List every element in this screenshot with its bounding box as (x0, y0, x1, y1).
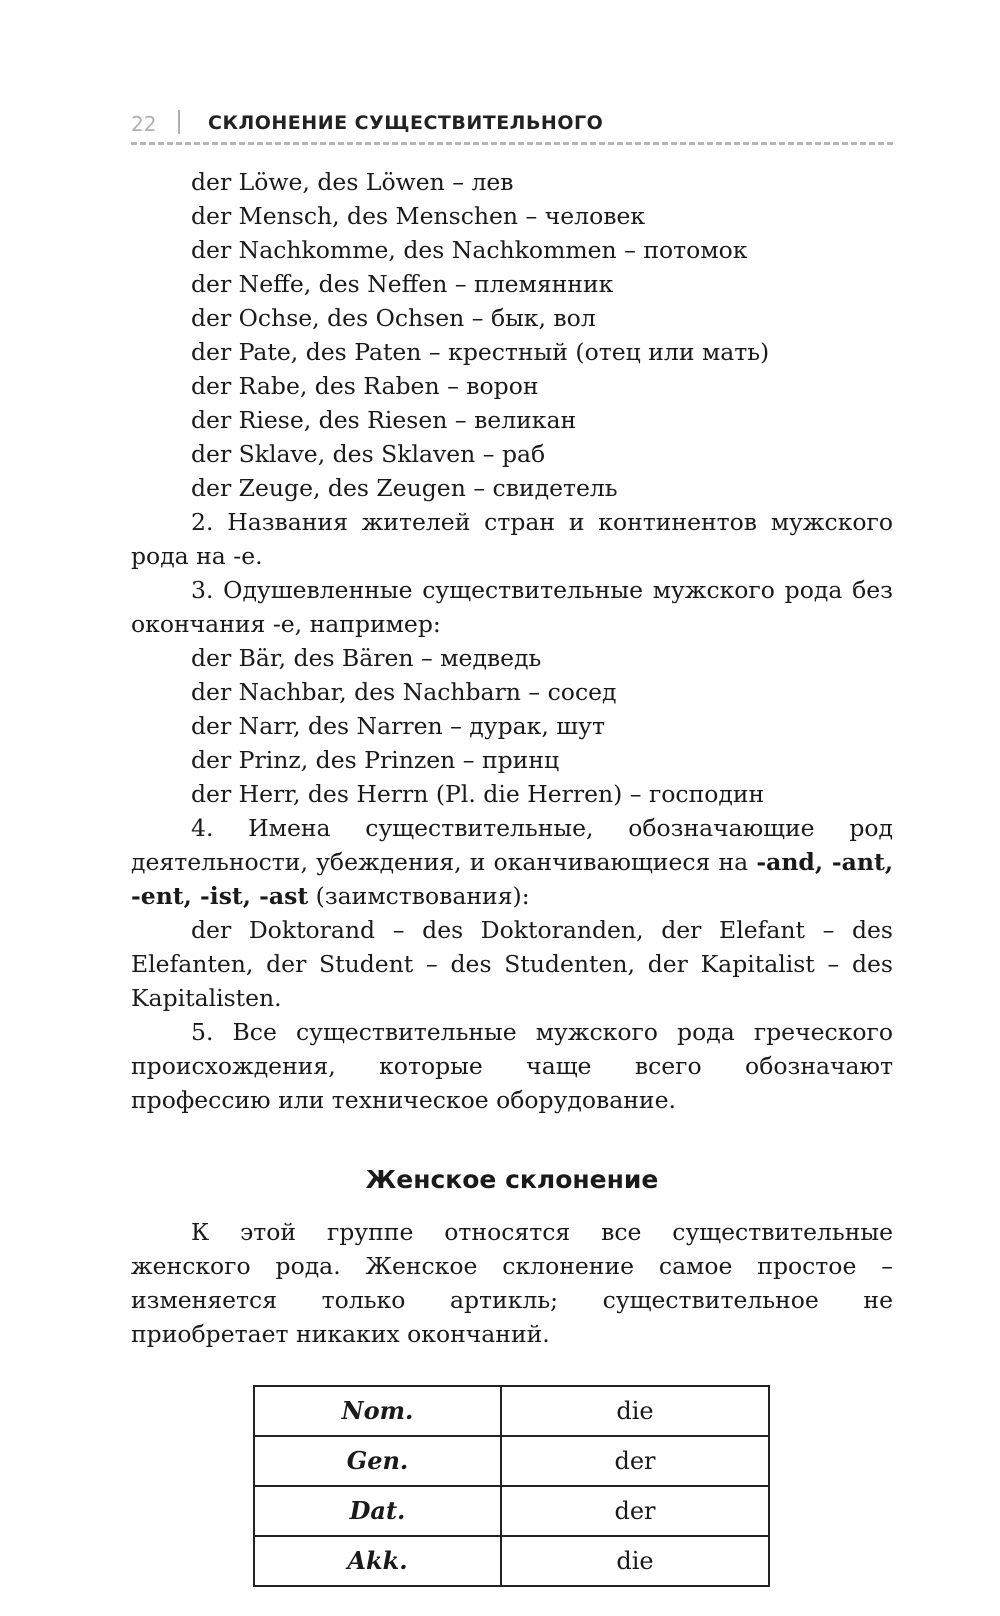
example-line: der Nachbar, des Nachbarn – сосед (191, 678, 617, 706)
example-line: der Prinz, des Prinzen – принц (191, 746, 560, 774)
article-cell: der (501, 1436, 769, 1486)
example-line: der Neffe, des Neffen – племянник (191, 270, 614, 298)
case-cell: Dat. (254, 1486, 501, 1536)
point-4-examples: der Doktorand – des Doktoranden, der Elefant – des Elefanten, der Student – des Studenten, der Kapitalist – des Kapitalisten. (131, 916, 893, 1012)
example-line: der Riese, des Riesen – великан (191, 406, 577, 434)
chapter-title: СКЛОНЕНИЕ СУЩЕСТВИТЕЛЬНОГО (208, 112, 604, 134)
example-line: der Löwe, des Löwen – лев (191, 168, 514, 196)
page-number: 22 (131, 112, 157, 136)
example-line: der Zeuge, des Zeugen – свидетель (191, 474, 618, 502)
example-line: der Pate, des Paten – крестный (отец или мать) (191, 338, 770, 366)
section-intro: К этой группе относятся все существительные женского рода. Женское склонение самое простое – изменяется только артикль; существительное не приобретает никаких окончаний. (131, 1218, 893, 1348)
suffix-list: -and, -ant, -ent, -ist, -ast (131, 848, 894, 910)
point-4-text-end: (заимствования): (308, 882, 530, 910)
example-line: der Sklave, des Sklaven – раб (191, 440, 546, 468)
table-row (254, 1486, 769, 1536)
point-4-paragraph (131, 811, 893, 913)
table-row (254, 1386, 769, 1436)
case-cell: Gen. (254, 1436, 501, 1486)
example-line: der Nachkomme, des Nachkommen – потомок (191, 236, 748, 264)
point-2-paragraph: 2. Названия жителей стран и континентов мужского рода на -е. (131, 508, 893, 570)
book-page (131, 108, 893, 1587)
point-3-paragraph: 3. Одушевленные существительные мужского рода без окончания -е, например: (131, 576, 893, 638)
example-line: der Ochse, des Ochsen – бык, вол (191, 304, 596, 332)
body-text (131, 165, 893, 1587)
case-cell: Akk. (254, 1536, 501, 1586)
example-line: der Rabe, des Raben – ворон (191, 372, 539, 400)
example-line: der Bär, des Bären – медведь (191, 644, 542, 672)
article-cell: der (501, 1486, 769, 1536)
example-line: der Herr, des Herrn (Pl. die Herren) – господин (191, 780, 765, 808)
example-line: der Narr, des Narren – дурак, шут (191, 712, 605, 740)
table-row (254, 1536, 769, 1586)
case-cell: Nom. (254, 1386, 501, 1436)
point-5-paragraph: 5. Все существительные мужского рода греческого происхождения, которые чаще всего обозначают профессию или техническое оборудование. (131, 1018, 893, 1114)
examples-list-3 (131, 641, 893, 811)
article-cell: die (501, 1386, 769, 1436)
header-separator (178, 110, 180, 134)
examples-list-1 (131, 165, 893, 505)
declension-table (253, 1385, 770, 1587)
article-cell: die (501, 1536, 769, 1586)
running-header (131, 108, 893, 145)
example-line: der Mensch, des Menschen – человек (191, 202, 646, 230)
point-4-text: 4. Имена существительные, обозначающие род деятельности, убеждения, и оканчивающиеся на (131, 814, 893, 876)
section-heading: Женское склонение (365, 1165, 659, 1194)
table-row (254, 1436, 769, 1486)
